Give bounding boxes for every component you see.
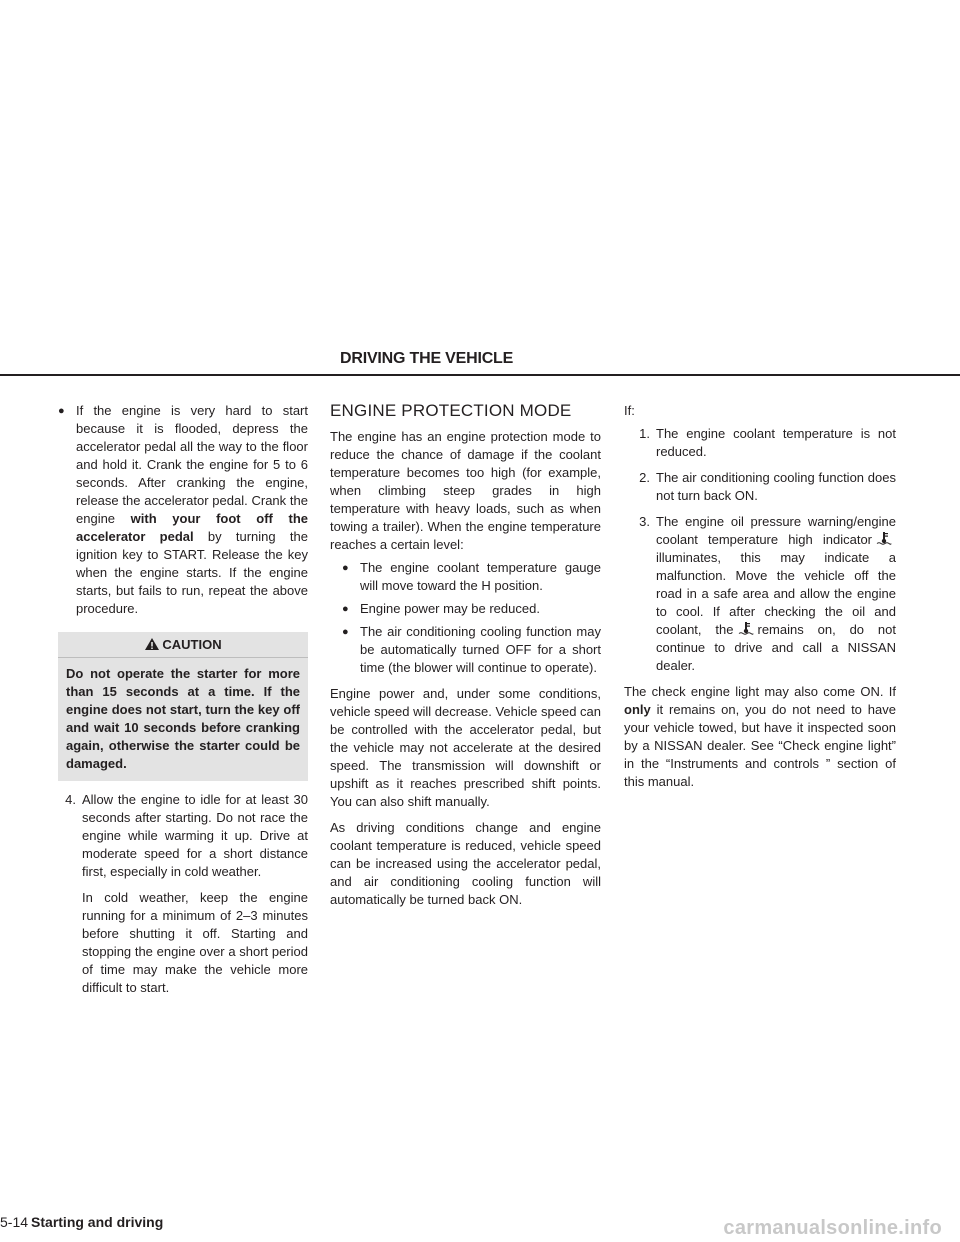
column-1 bbox=[58, 402, 308, 997]
page-number: 5-14 bbox=[0, 1214, 29, 1230]
section-divider bbox=[0, 374, 960, 376]
if-label: If: bbox=[624, 403, 635, 418]
column-3 bbox=[624, 402, 896, 791]
bullet-icon: ● bbox=[58, 405, 65, 417]
list-item: ● The engine coolant temperature gauge will move toward the H position. bbox=[342, 560, 601, 593]
paragraph: Engine power and, under some conditions, vehicle speed will decrease. Vehicle speed can be controlled with the accelerator pedal, but the vehicle may not accelerate at the desired speed. The transmission will downshift or upshift as it reaches prescribed shift points. You can also shift manually. bbox=[330, 686, 602, 809]
paragraph: The check engine light may also come ON. If only it remains on, you do not need to have your vehicle towed, but have it inspected soon by a NISSAN dealer. See “Check engine light” in the “Instruments and controls ” section of this manual. bbox=[624, 684, 896, 789]
bullet-icon: ● bbox=[342, 603, 349, 615]
engine-protection-heading: ENGINE PROTECTION MODE bbox=[330, 401, 572, 420]
list-item: 2. The air conditioning cooling function does not turn back ON. bbox=[639, 470, 896, 503]
list-item: ● The air conditioning cooling function may be automatically turned OFF for a short time (the blower will continue to operate). bbox=[342, 624, 601, 675]
caution-text: Do not operate the starter for more than 15 seconds at a time. If the engine does not start, turn the key off and wait 10 seconds before cranking again, otherwise the starter could be damaged. bbox=[66, 666, 300, 771]
coolant-temperature-indicator-icon bbox=[738, 621, 754, 635]
list-item: 3. The engine oil pressure warning/engine coolant temperature high indicatorilluminates, this may indicate a malfunction. Move the vehicle off the road in a safe area and allow the engine to cool. If after checking the oil and coolant, the remains on, do not continue to drive and call a NISSAN dealer. bbox=[639, 514, 896, 673]
paragraph: As driving conditions change and engine coolant temperature is reduced, vehicle speed can be increased using the accelerator pedal, and air conditioning cooling function will automatically be turned back ON. bbox=[330, 820, 601, 907]
list-item bbox=[58, 791, 308, 997]
caution-box bbox=[58, 632, 308, 781]
list-item bbox=[58, 402, 308, 618]
column-2 bbox=[330, 402, 601, 909]
page-footer bbox=[0, 1213, 163, 1231]
step-text: Allow the engine to idle for at least 30 seconds after starting. Do not race the engine while warming it up. Drive at moderate speed for a short distance first, especially in cold weather. bbox=[82, 792, 308, 879]
section-title: DRIVING THE VEHICLE bbox=[340, 350, 514, 367]
coolant-temperature-indicator-icon bbox=[876, 531, 892, 545]
bullet-icon: ● bbox=[342, 626, 349, 638]
list-item: ● Engine power may be reduced. bbox=[342, 601, 540, 616]
watermark: carmanualsonline.info bbox=[723, 1217, 942, 1239]
list-item: 1. The engine coolant temperature is not reduced. bbox=[639, 426, 896, 459]
caution-title: CAUTION bbox=[162, 637, 222, 652]
step-text-2: In cold weather, keep the engine running for a minimum of 2–3 minutes before shutting it off. Starting and stopping the engine over a short period of time may make the vehicle more difficult to start. bbox=[82, 890, 308, 995]
intro-paragraph: The engine has an engine protection mode to reduce the chance of damage if the coolant temperature becomes too high (for example, when climbing steep grades in high temperature with heavy loads, such as when towing a trailer). When the engine temperature reaches a certain level: bbox=[330, 429, 601, 552]
step-number: 4. bbox=[65, 792, 76, 807]
caution-header bbox=[58, 632, 308, 658]
bullet-text: If the engine is very hard to start because it is flooded, depress the accelerator pedal all the way to the floor and hold it. Crank the engine for 5 to 6 seconds. After cranking the engine, release the accelerator pedal. Crank the engine with your foot off the accelerator pedal by turning the ignition key to START. Release the key when the engine starts. If the engine starts, but fails to run, repeat the above procedure. bbox=[76, 403, 308, 616]
bullet-icon: ● bbox=[342, 562, 349, 574]
warning-triangle-icon bbox=[144, 637, 160, 651]
chapter-title: Starting and driving bbox=[31, 1214, 164, 1230]
